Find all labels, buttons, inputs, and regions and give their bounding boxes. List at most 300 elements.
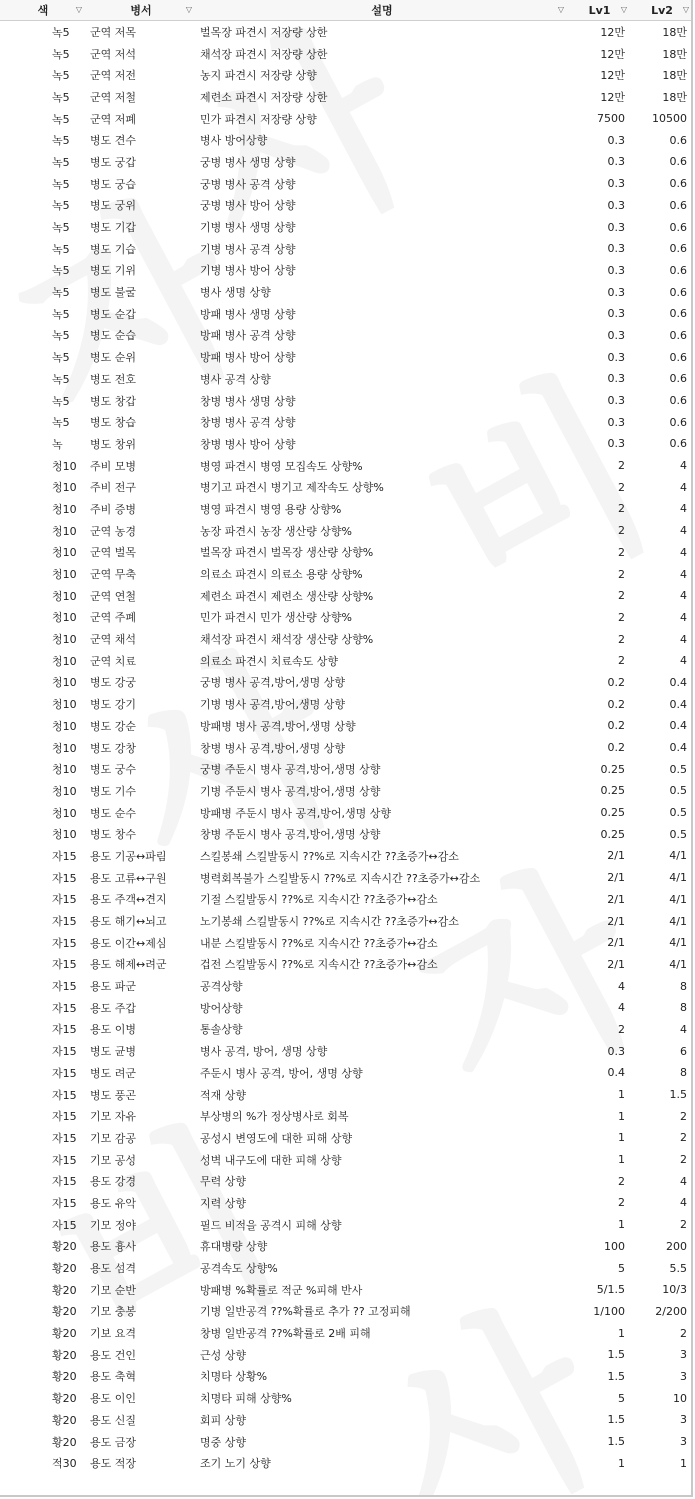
table-row[interactable] <box>0 86 693 108</box>
table-row[interactable] <box>0 910 693 932</box>
color-cell[interactable]: 자15 <box>52 958 77 972</box>
color-cell[interactable]: 황20 <box>52 1348 77 1362</box>
color-cell[interactable]: 녹5 <box>52 25 70 39</box>
book-cell[interactable]: 용도 건인 <box>90 1348 137 1362</box>
lv2-cell[interactable]: 0.5 <box>669 762 687 776</box>
lv2-cell[interactable]: 4 <box>680 1196 687 1210</box>
lv1-cell[interactable]: 0.3 <box>607 220 625 234</box>
lv1-cell[interactable]: 2 <box>618 502 625 516</box>
table-row[interactable] <box>0 498 693 520</box>
book-cell[interactable]: 군역 저철 <box>90 90 137 104</box>
table-row[interactable] <box>0 780 693 802</box>
table-row[interactable] <box>0 889 693 911</box>
table-row[interactable] <box>0 1452 693 1474</box>
lv1-cell[interactable]: 12만 <box>600 25 625 39</box>
table-row[interactable] <box>0 997 693 1019</box>
description-cell[interactable]: 내분 스킬발동시 ??%로 지속시간 ??초증가↔감소 <box>200 936 438 950</box>
book-cell[interactable]: 군역 저석 <box>90 47 137 61</box>
color-cell[interactable]: 녹5 <box>52 329 70 343</box>
table-row[interactable] <box>0 1279 693 1301</box>
lv2-cell[interactable]: 18만 <box>662 25 687 39</box>
description-cell[interactable]: 노기봉쇄 스킬발동시 ??%로 지속시간 ??초증가↔감소 <box>200 915 459 929</box>
lv2-cell[interactable]: 4 <box>680 632 687 646</box>
lv1-cell[interactable]: 12만 <box>600 47 625 61</box>
color-cell[interactable]: 황20 <box>52 1392 77 1406</box>
lv2-cell[interactable]: 0.6 <box>669 263 687 277</box>
lv2-cell[interactable]: 0.4 <box>669 675 687 689</box>
description-cell[interactable]: 채석장 파견시 저장량 상한 <box>200 47 328 61</box>
lv2-cell[interactable]: 18만 <box>662 47 687 61</box>
lv1-cell[interactable]: 0.3 <box>607 133 625 147</box>
book-cell[interactable]: 군역 저목 <box>90 25 137 39</box>
lv1-cell[interactable]: 1 <box>618 1088 625 1102</box>
description-cell[interactable]: 방어상향 <box>200 1001 243 1015</box>
lv2-cell[interactable]: 0.6 <box>669 372 687 386</box>
description-cell[interactable]: 의료소 파견시 치료속도 상향 <box>200 654 339 668</box>
color-cell[interactable]: 자15 <box>52 980 77 994</box>
table-row[interactable] <box>0 693 693 715</box>
table-row[interactable] <box>0 129 693 151</box>
description-cell[interactable]: 병사 생명 상향 <box>200 286 271 300</box>
table-row[interactable] <box>0 173 693 195</box>
book-cell[interactable]: 군역 주폐 <box>90 611 137 625</box>
color-cell[interactable]: 녹5 <box>52 242 70 256</box>
lv2-cell[interactable]: 0.6 <box>669 350 687 364</box>
lv1-cell[interactable]: 0.3 <box>607 242 625 256</box>
book-cell[interactable]: 군역 농경 <box>90 524 137 538</box>
color-cell[interactable]: 녹5 <box>52 134 70 148</box>
color-cell[interactable]: 청10 <box>52 654 77 668</box>
lv2-cell[interactable]: 3 <box>680 1348 687 1362</box>
lv1-cell[interactable]: 0.25 <box>600 762 625 776</box>
table-row[interactable] <box>0 325 693 347</box>
filter-dropdown-icon[interactable]: ▽ <box>682 5 689 14</box>
table-row[interactable] <box>0 1127 693 1149</box>
description-cell[interactable]: 근성 상향 <box>200 1348 247 1362</box>
book-cell[interactable]: 병도 궁습 <box>90 177 137 191</box>
lv1-cell[interactable]: 0.25 <box>600 827 625 841</box>
description-cell[interactable]: 기병 일반공격 ??%확률로 추가 ?? 고정피해 <box>200 1305 411 1319</box>
table-row[interactable] <box>0 433 693 455</box>
description-cell[interactable]: 기병 병사 공격,방어,생명 상향 <box>200 698 345 712</box>
filter-dropdown-icon[interactable]: ▽ <box>75 5 82 14</box>
lv2-cell[interactable]: 8 <box>680 1001 687 1015</box>
book-cell[interactable]: 병도 창갑 <box>90 394 137 408</box>
color-cell[interactable]: 자15 <box>52 1045 77 1059</box>
lv2-cell[interactable]: 4/1 <box>669 892 687 906</box>
book-cell[interactable]: 기모 감공 <box>90 1131 137 1145</box>
lv2-cell[interactable]: 4 <box>680 654 687 668</box>
description-cell[interactable]: 기병 주둔시 병사 공격,방어,생명 상향 <box>200 784 381 798</box>
lv2-cell[interactable]: 0.6 <box>669 415 687 429</box>
book-cell[interactable]: 군역 채석 <box>90 633 137 647</box>
color-cell[interactable]: 녹5 <box>52 90 70 104</box>
book-cell[interactable]: 용도 주객↔견지 <box>90 893 167 907</box>
table-row[interactable] <box>0 151 693 173</box>
description-cell[interactable]: 명중 상향 <box>200 1435 247 1449</box>
filter-dropdown-icon[interactable]: ▽ <box>185 5 192 14</box>
lv1-cell[interactable]: 7500 <box>597 112 625 126</box>
column-header-lv2[interactable] <box>631 0 693 21</box>
table-row[interactable] <box>0 1019 693 1041</box>
lv2-cell[interactable]: 2 <box>680 1218 687 1232</box>
lv2-cell[interactable]: 0.4 <box>669 697 687 711</box>
book-cell[interactable]: 용도 신질 <box>90 1413 137 1427</box>
description-cell[interactable]: 방패 병사 공격 상향 <box>200 329 296 343</box>
lv1-cell[interactable]: 2 <box>618 545 625 559</box>
description-cell[interactable]: 민가 파견시 민가 생산량 상향% <box>200 611 352 625</box>
book-cell[interactable]: 기보 요격 <box>90 1327 137 1341</box>
filter-dropdown-icon[interactable]: ▽ <box>620 5 627 14</box>
color-cell[interactable]: 자15 <box>52 1218 77 1232</box>
color-cell[interactable]: 자15 <box>52 936 77 950</box>
color-cell[interactable]: 자15 <box>52 1131 77 1145</box>
book-cell[interactable]: 기모 자유 <box>90 1110 137 1124</box>
column-header-book[interactable] <box>86 0 196 21</box>
color-cell[interactable]: 자15 <box>52 1066 77 1080</box>
table-row[interactable] <box>0 260 693 282</box>
description-cell[interactable]: 창병 병사 방어 상향 <box>200 437 296 451</box>
book-cell[interactable]: 병도 균병 <box>90 1045 137 1059</box>
book-cell[interactable]: 병도 순수 <box>90 806 137 820</box>
lv1-cell[interactable]: 2/1 <box>607 957 625 971</box>
book-cell[interactable]: 병도 견수 <box>90 134 137 148</box>
table-row[interactable] <box>0 542 693 564</box>
color-cell[interactable]: 녹5 <box>52 372 70 386</box>
description-cell[interactable]: 병력회복불가 스킬발동시 ??%로 지속시간 ??초증가↔감소 <box>200 871 481 885</box>
lv1-cell[interactable]: 2/1 <box>607 914 625 928</box>
book-cell[interactable]: 용도 금장 <box>90 1435 137 1449</box>
book-cell[interactable]: 병도 전호 <box>90 372 137 386</box>
table-row[interactable] <box>0 758 693 780</box>
lv2-cell[interactable]: 0.6 <box>669 394 687 408</box>
book-cell[interactable]: 군역 치료 <box>90 654 137 668</box>
color-cell[interactable]: 녹5 <box>52 416 70 430</box>
color-cell[interactable]: 청10 <box>52 459 77 473</box>
book-cell[interactable]: 군역 저전 <box>90 69 137 83</box>
table-row[interactable] <box>0 455 693 477</box>
table-row[interactable] <box>0 845 693 867</box>
lv1-cell[interactable]: 2 <box>618 589 625 603</box>
description-cell[interactable]: 창병 일반공격 ??%확률로 2배 피해 <box>200 1327 371 1341</box>
table-row[interactable] <box>0 238 693 260</box>
color-cell[interactable]: 청10 <box>52 784 77 798</box>
lv2-cell[interactable]: 18만 <box>662 90 687 104</box>
table-row[interactable] <box>0 867 693 889</box>
lv2-cell[interactable]: 4/1 <box>669 849 687 863</box>
table-row[interactable] <box>0 1062 693 1084</box>
book-cell[interactable]: 병도 강궁 <box>90 676 137 690</box>
lv2-cell[interactable]: 4 <box>680 1022 687 1036</box>
lv2-cell[interactable]: 0.4 <box>669 741 687 755</box>
lv2-cell[interactable]: 4/1 <box>669 957 687 971</box>
book-cell[interactable]: 주비 모병 <box>90 459 137 473</box>
lv1-cell[interactable]: 0.3 <box>607 307 625 321</box>
lv2-cell[interactable]: 2 <box>680 1153 687 1167</box>
table-row[interactable] <box>0 195 693 217</box>
color-cell[interactable]: 황20 <box>52 1262 77 1276</box>
description-cell[interactable]: 궁병 병사 공격 상향 <box>200 177 296 191</box>
color-cell[interactable]: 자15 <box>52 1153 77 1167</box>
lv1-cell[interactable]: 0.3 <box>607 177 625 191</box>
table-row[interactable] <box>0 1301 693 1323</box>
lv2-cell[interactable]: 0.5 <box>669 784 687 798</box>
book-cell[interactable]: 병도 기위 <box>90 264 137 278</box>
color-cell[interactable]: 자15 <box>52 871 77 885</box>
book-cell[interactable]: 용도 주갑 <box>90 1001 137 1015</box>
table-row[interactable] <box>0 43 693 65</box>
lv2-cell[interactable]: 4 <box>680 1174 687 1188</box>
description-cell[interactable]: 공격속도 상향% <box>200 1262 278 1276</box>
color-cell[interactable]: 자15 <box>52 915 77 929</box>
lv2-cell[interactable]: 0.4 <box>669 719 687 733</box>
book-cell[interactable]: 병도 궁수 <box>90 763 137 777</box>
column-header-lv1[interactable] <box>568 0 631 21</box>
color-cell[interactable]: 황20 <box>52 1283 77 1297</box>
lv2-cell[interactable]: 0.6 <box>669 220 687 234</box>
description-cell[interactable]: 창병 병사 생명 상향 <box>200 394 296 408</box>
color-cell[interactable]: 자15 <box>52 1001 77 1015</box>
lv2-cell[interactable]: 0.5 <box>669 806 687 820</box>
description-cell[interactable]: 궁병 병사 방어 상향 <box>200 199 296 213</box>
lv1-cell[interactable]: 2 <box>618 1022 625 1036</box>
column-header-description[interactable] <box>196 0 568 21</box>
lv1-cell[interactable]: 1.5 <box>607 1413 625 1427</box>
lv1-cell[interactable]: 5 <box>618 1261 625 1275</box>
lv1-cell[interactable]: 0.3 <box>607 285 625 299</box>
lv1-cell[interactable]: 2 <box>618 610 625 624</box>
book-cell[interactable]: 용도 흉사 <box>90 1240 137 1254</box>
table-row[interactable] <box>0 1431 693 1453</box>
lv1-cell[interactable]: 0.2 <box>607 675 625 689</box>
book-cell[interactable]: 용도 파군 <box>90 980 137 994</box>
color-cell[interactable]: 녹5 <box>52 351 70 365</box>
table-row[interactable] <box>0 628 693 650</box>
lv1-cell[interactable]: 0.3 <box>607 155 625 169</box>
table-row[interactable] <box>0 607 693 629</box>
table-row[interactable] <box>0 1344 693 1366</box>
color-cell[interactable]: 황20 <box>52 1370 77 1384</box>
book-cell[interactable]: 주비 전구 <box>90 481 137 495</box>
color-cell[interactable]: 녹5 <box>52 177 70 191</box>
table-row[interactable] <box>0 1149 693 1171</box>
color-cell[interactable]: 녹5 <box>52 112 70 126</box>
description-cell[interactable]: 적재 상향 <box>200 1088 247 1102</box>
description-cell[interactable]: 병사 방어상향 <box>200 134 268 148</box>
book-cell[interactable]: 기모 순반 <box>90 1283 137 1297</box>
lv1-cell[interactable]: 100 <box>604 1239 625 1253</box>
lv2-cell[interactable]: 3 <box>680 1369 687 1383</box>
lv2-cell[interactable]: 18만 <box>662 69 687 83</box>
lv1-cell[interactable]: 0.3 <box>607 198 625 212</box>
description-cell[interactable]: 기병 병사 방어 상향 <box>200 264 296 278</box>
lv2-cell[interactable]: 10500 <box>652 112 687 126</box>
color-cell[interactable]: 황20 <box>52 1435 77 1449</box>
book-cell[interactable]: 군역 무축 <box>90 568 137 582</box>
color-cell[interactable]: 자15 <box>52 849 77 863</box>
color-cell[interactable]: 자15 <box>52 1088 77 1102</box>
color-cell[interactable]: 청10 <box>52 698 77 712</box>
lv2-cell[interactable]: 3 <box>680 1435 687 1449</box>
book-cell[interactable]: 병도 순위 <box>90 351 137 365</box>
table-row[interactable] <box>0 216 693 238</box>
table-row[interactable] <box>0 585 693 607</box>
table-row[interactable] <box>0 21 693 43</box>
table-row[interactable] <box>0 1387 693 1409</box>
table-row[interactable] <box>0 108 693 130</box>
table-row[interactable] <box>0 346 693 368</box>
lv1-cell[interactable]: 2/1 <box>607 849 625 863</box>
book-cell[interactable]: 병도 려군 <box>90 1066 137 1080</box>
lv1-cell[interactable]: 5/1.5 <box>596 1283 625 1297</box>
book-cell[interactable]: 군역 저폐 <box>90 112 137 126</box>
column-header-color[interactable] <box>0 0 86 21</box>
description-cell[interactable]: 필드 비적을 공격시 피해 상향 <box>200 1218 342 1232</box>
table-row[interactable] <box>0 1366 693 1388</box>
color-cell[interactable]: 청10 <box>52 502 77 516</box>
color-cell[interactable]: 청10 <box>52 741 77 755</box>
lv1-cell[interactable]: 0.2 <box>607 741 625 755</box>
table-row[interactable] <box>0 737 693 759</box>
description-cell[interactable]: 기절 스킬발동시 ??%로 지속시간 ??초증가↔감소 <box>200 893 438 907</box>
lv2-cell[interactable]: 200 <box>666 1239 687 1253</box>
book-cell[interactable]: 용도 해기↔뇌고 <box>90 915 167 929</box>
color-cell[interactable]: 자15 <box>52 893 77 907</box>
color-cell[interactable]: 녹5 <box>52 394 70 408</box>
description-cell[interactable]: 방패 병사 생명 상향 <box>200 307 296 321</box>
lv1-cell[interactable]: 0.25 <box>600 784 625 798</box>
color-cell[interactable]: 청10 <box>52 633 77 647</box>
lv2-cell[interactable]: 5.5 <box>669 1261 687 1275</box>
lv2-cell[interactable]: 4 <box>680 589 687 603</box>
description-cell[interactable]: 창병 주둔시 병사 공격,방어,생명 상향 <box>200 828 381 842</box>
book-cell[interactable]: 병도 순습 <box>90 329 137 343</box>
book-cell[interactable]: 용도 고류↔구원 <box>90 871 167 885</box>
color-cell[interactable]: 자15 <box>52 1196 77 1210</box>
description-cell[interactable]: 기병 병사 공격 상향 <box>200 242 296 256</box>
table-row[interactable] <box>0 476 693 498</box>
lv2-cell[interactable]: 4 <box>680 459 687 473</box>
lv2-cell[interactable]: 0.6 <box>669 155 687 169</box>
description-cell[interactable]: 민가 파견시 저장량 상향 <box>200 112 317 126</box>
table-row[interactable] <box>0 650 693 672</box>
book-cell[interactable]: 기모 정야 <box>90 1218 137 1232</box>
table-row[interactable] <box>0 1409 693 1431</box>
description-cell[interactable]: 방패병 주둔시 병사 공격,방어,생명 상향 <box>200 806 391 820</box>
lv1-cell[interactable]: 2 <box>618 524 625 538</box>
table-row[interactable] <box>0 1257 693 1279</box>
table-row[interactable] <box>0 672 693 694</box>
table-row[interactable] <box>0 823 693 845</box>
lv2-cell[interactable]: 8 <box>680 1066 687 1080</box>
color-cell[interactable]: 청10 <box>52 828 77 842</box>
lv2-cell[interactable]: 4/1 <box>669 871 687 885</box>
lv2-cell[interactable]: 1.5 <box>669 1088 687 1102</box>
table-row[interactable] <box>0 368 693 390</box>
lv1-cell[interactable]: 12만 <box>600 90 625 104</box>
lv1-cell[interactable]: 4 <box>618 1001 625 1015</box>
table-row[interactable] <box>0 1084 693 1106</box>
table-row[interactable] <box>0 1322 693 1344</box>
lv1-cell[interactable]: 2 <box>618 459 625 473</box>
book-cell[interactable]: 용도 이인 <box>90 1392 137 1406</box>
lv2-cell[interactable]: 0.6 <box>669 437 687 451</box>
color-cell[interactable]: 녹5 <box>52 307 70 321</box>
color-cell[interactable]: 청10 <box>52 524 77 538</box>
book-cell[interactable]: 병도 창습 <box>90 416 137 430</box>
description-cell[interactable]: 벌목장 파견시 벌목장 생산량 상향% <box>200 546 374 560</box>
color-cell[interactable]: 녹 <box>52 437 63 451</box>
lv2-cell[interactable]: 2 <box>680 1326 687 1340</box>
description-cell[interactable]: 제련소 파견시 저장량 상한 <box>200 90 328 104</box>
description-cell[interactable]: 회피 상향 <box>200 1413 247 1427</box>
table-row[interactable] <box>0 1040 693 1062</box>
description-cell[interactable]: 벌목장 파견시 저장량 상한 <box>200 25 328 39</box>
description-cell[interactable]: 궁병 주둔시 병사 공격,방어,생명 상향 <box>200 763 381 777</box>
table-row[interactable] <box>0 715 693 737</box>
book-cell[interactable]: 병도 기습 <box>90 242 137 256</box>
lv2-cell[interactable]: 10/3 <box>662 1283 687 1297</box>
book-cell[interactable]: 병도 기갑 <box>90 221 137 235</box>
lv2-cell[interactable]: 0.6 <box>669 307 687 321</box>
lv2-cell[interactable]: 2 <box>680 1131 687 1145</box>
lv1-cell[interactable]: 0.2 <box>607 697 625 711</box>
description-cell[interactable]: 방패 병사 방어 상향 <box>200 351 296 365</box>
table-row[interactable] <box>0 303 693 325</box>
table-row[interactable] <box>0 390 693 412</box>
lv2-cell[interactable]: 0.6 <box>669 198 687 212</box>
color-cell[interactable]: 청10 <box>52 481 77 495</box>
book-cell[interactable]: 용도 강경 <box>90 1175 137 1189</box>
description-cell[interactable]: 기병 병사 생명 상향 <box>200 221 296 235</box>
description-cell[interactable]: 병영 파견시 병영 용량 상향% <box>200 502 342 516</box>
table-row[interactable] <box>0 932 693 954</box>
book-cell[interactable]: 병도 불굴 <box>90 286 137 300</box>
book-cell[interactable]: 병도 기수 <box>90 784 137 798</box>
table-row[interactable] <box>0 954 693 976</box>
lv2-cell[interactable]: 2 <box>680 1109 687 1123</box>
lv2-cell[interactable]: 6 <box>680 1044 687 1058</box>
color-cell[interactable]: 녹5 <box>52 199 70 213</box>
color-cell[interactable]: 녹5 <box>52 264 70 278</box>
lv1-cell[interactable]: 12만 <box>600 69 625 83</box>
book-cell[interactable]: 병도 강순 <box>90 719 137 733</box>
color-cell[interactable]: 황20 <box>52 1305 77 1319</box>
lv1-cell[interactable]: 0.3 <box>607 350 625 364</box>
lv1-cell[interactable]: 1.5 <box>607 1348 625 1362</box>
lv1-cell[interactable]: 0.3 <box>607 415 625 429</box>
description-cell[interactable]: 병사 공격, 방어, 생명 상향 <box>200 1045 328 1059</box>
color-cell[interactable]: 청10 <box>52 806 77 820</box>
lv1-cell[interactable]: 0.4 <box>607 1066 625 1080</box>
description-cell[interactable]: 병기고 파견시 병기고 제작속도 상향% <box>200 481 384 495</box>
description-cell[interactable]: 무력 상향 <box>200 1175 247 1189</box>
lv2-cell[interactable]: 4 <box>680 480 687 494</box>
lv1-cell[interactable]: 2 <box>618 632 625 646</box>
lv2-cell[interactable]: 4 <box>680 610 687 624</box>
color-cell[interactable]: 황20 <box>52 1327 77 1341</box>
lv1-cell[interactable]: 0.3 <box>607 394 625 408</box>
lv1-cell[interactable]: 2 <box>618 654 625 668</box>
table-row[interactable] <box>0 802 693 824</box>
book-cell[interactable]: 용도 기공↔파림 <box>90 849 167 863</box>
filter-dropdown-icon[interactable]: ▽ <box>557 5 564 14</box>
color-cell[interactable]: 자15 <box>52 1110 77 1124</box>
lv1-cell[interactable]: 5 <box>618 1391 625 1405</box>
lv1-cell[interactable]: 2 <box>618 1174 625 1188</box>
description-cell[interactable]: 부상병의 %가 정상병사로 회복 <box>200 1110 349 1124</box>
lv1-cell[interactable]: 1 <box>618 1153 625 1167</box>
